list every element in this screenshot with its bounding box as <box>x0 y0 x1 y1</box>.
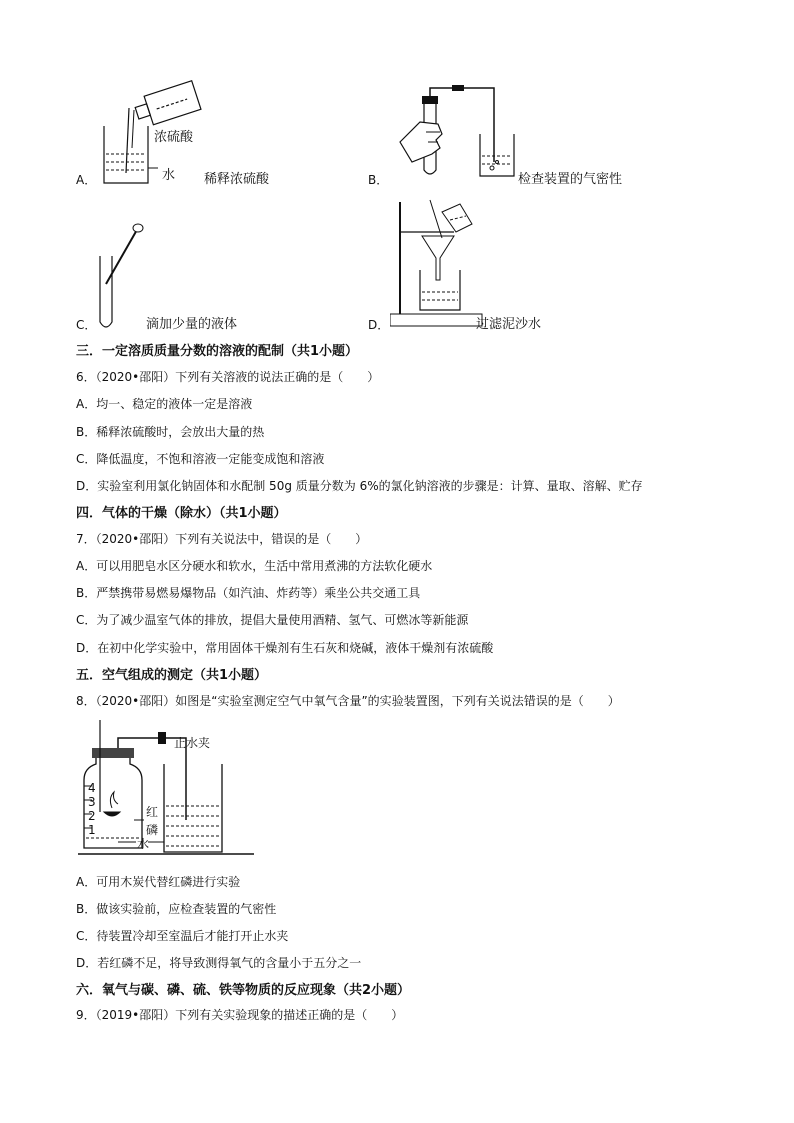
q8-mark-1: 1 <box>88 823 96 837</box>
figure-d-caption: 过滤泥沙水 <box>476 317 542 332</box>
q7-stem: 7．（2020•邵阳）下列有关说法中，错误的是（ ） <box>76 532 368 546</box>
q6-option-c: C．降低温度，不饱和溶液一定能变成饱和溶液 <box>76 452 325 466</box>
q8-option-b: B．做该实验前，应检查装置的气密性 <box>76 902 277 916</box>
q8-water-label: 水 <box>137 837 150 851</box>
q7-option-b: B．严禁携带易燃易爆物品（如汽油、炸药等）乘坐公共交通工具 <box>76 586 421 600</box>
figure-a-option: A． <box>76 173 97 187</box>
q8-mark-3: 3 <box>88 795 96 809</box>
figure-b-option: B． <box>368 173 389 187</box>
figure-b-caption: 检查装置的气密性 <box>518 172 623 187</box>
q7-option-d: D．在初中化学实验中，常用固体干燥剂有生石灰和烧碱，液体干燥剂有浓硫酸 <box>76 641 494 655</box>
q8-mark-4: 4 <box>88 781 96 795</box>
figure-b-drawing <box>392 82 522 182</box>
q8-phosphorus-label-2: 磷 <box>146 823 159 837</box>
q7-option-c: C．为了减少温室气体的排放，提倡大量使用酒精、氢气、可燃冰等新能源 <box>76 613 469 627</box>
section-4-title: 四．气体的干燥（除水）（共1小题） <box>76 506 287 521</box>
q8-figure-oxygen-apparatus <box>78 720 258 860</box>
figure-a-acid-label: 浓硫酸 <box>154 130 194 145</box>
figure-b-airtightness <box>392 82 522 182</box>
q8-stem: 8．（2020•邵阳）如图是“实验室测定空气中氧气含量”的实验装置图，下列有关说法错误的是（ ） <box>76 694 620 708</box>
figure-d-option: D． <box>368 318 390 332</box>
q8-clamp-label: 止水夹 <box>174 736 211 750</box>
figure-d-filtration <box>390 196 490 330</box>
q6-stem: 6．（2020•邵阳）下列有关溶液的说法正确的是（ ） <box>76 370 380 384</box>
figure-d-drawing <box>390 196 490 330</box>
q8-option-c: C．待装置冷却至室温后才能打开止水夹 <box>76 929 289 943</box>
figure-a-water-label: 水 <box>162 168 176 183</box>
q7-option-a: A．可以用肥皂水区分硬水和软水，生活中常用煮沸的方法软化硬水 <box>76 559 433 573</box>
section-6-title: 六．氧气与碳、磷、硫、铁等物质的反应现象（共2小题） <box>76 983 411 998</box>
figure-a-caption: 稀释浓硫酸 <box>204 172 270 187</box>
q8-phosphorus-label-1: 红 <box>146 805 159 819</box>
q8-mark-2: 2 <box>88 809 96 823</box>
figure-c-caption: 滴加少量的液体 <box>146 317 238 332</box>
q8-option-d: D．若红磷不足，将导致测得氧气的含量小于五分之一 <box>76 956 362 970</box>
q6-option-d: D．实验室利用氯化钠固体和水配制 50g 质量分数为 6%的氯化钠溶液的步骤是：计算、量取、溶解、贮存 <box>76 479 643 493</box>
q9-stem: 9．（2019•邵阳）下列有关实验现象的描述正确的是（ ） <box>76 1008 404 1022</box>
q8-figure-drawing <box>78 720 258 860</box>
section-3-title: 三．一定溶质质量分数的溶液的配制（共1小题） <box>76 344 359 359</box>
q8-option-a: A．可用木炭代替红磷进行实验 <box>76 875 241 889</box>
q6-option-a: A．均一、稳定的液体一定是溶液 <box>76 397 253 411</box>
q6-option-b: B．稀释浓硫酸时，会放出大量的热 <box>76 425 265 439</box>
figure-c-option: C． <box>76 318 97 332</box>
section-5-title: 五．空气组成的测定（共1小题） <box>76 668 268 683</box>
